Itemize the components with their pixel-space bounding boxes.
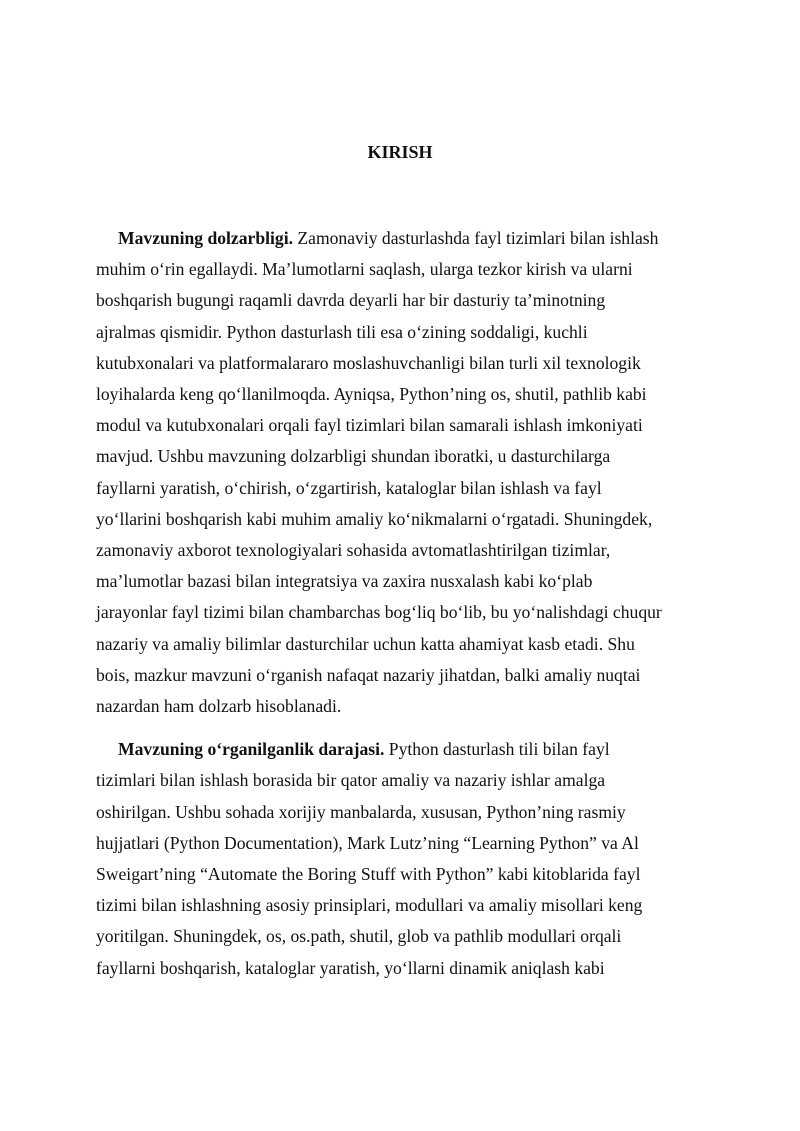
paragraph-relevance	[96, 223, 716, 722]
paragraph-line: yoritilgan. Shuningdek, os, os.path, shutil, glob va pathlib modullari orqali	[96, 926, 622, 947]
paragraph-line: nazardan ham dolzarb hisoblanadi.	[96, 696, 342, 717]
paragraph-line: nazariy va amaliy bilimlar dasturchilar uchun katta ahamiyat kasb etadi. Shu	[96, 633, 635, 654]
line-text: Zamonaviy dasturlashda fayl tizimlari bilan ishlash	[292, 228, 659, 248]
paragraph-line: modul va kutubxonalari orqali fayl tizimlari bilan samarali ishlash imkoniyati	[96, 415, 643, 436]
paragraph-line: fayllarni yaratish, o‘chirish, o‘zgartirish, kataloglar bilan ishlash va fayl	[96, 477, 602, 498]
paragraph-line: zamonaviy axborot texnologiyalari sohasida avtomatlashtirilgan tizimlar,	[96, 540, 611, 561]
body-text	[96, 223, 716, 984]
paragraph-line: muhim o‘rin egallaydi. Ma’lumotlarni saqlash, ularga tezkor kirish va ularni	[96, 259, 633, 280]
paragraph-line: yo‘llarini boshqarish kabi muhim amaliy ko‘nikmalarni o‘rgatadi. Shuningdek,	[96, 508, 653, 529]
paragraph-lead: Mavzuning o‘rganilganlik darajasi.	[118, 739, 385, 760]
paragraph-line: boshqarish bugungi raqamli davrda deyarli har bir dasturiy ta’minotning	[96, 290, 606, 311]
paragraph-line: hujjatlari (Python Documentation), Mark Lutz’ning “Learning Python” va Al	[96, 832, 639, 853]
paragraph-line: bois, mazkur mavzuni o‘rganish nafaqat nazariy jihatdan, balki amaliy nuqtai	[96, 664, 641, 685]
paragraph-line: mavjud. Ushbu mavzuning dolzarbligi shundan iboratki, u dasturchilarga	[96, 446, 611, 467]
paragraph-line: oshirilgan. Ushbu sohada xorijiy manbalarda, xususan, Python’ning rasmiy	[96, 801, 626, 822]
page-title: KIRISH	[367, 142, 433, 162]
paragraph-line: kutubxonalari va platformalararo moslashuvchanligi bilan turli xil texnologik	[96, 352, 641, 373]
paragraph-line	[96, 734, 716, 765]
paragraph-line: tizimlari bilan ishlash borasida bir qator amaliy va nazariy ishlar amalga	[96, 770, 606, 791]
line-text: Python dasturlash tili bilan fayl	[384, 739, 610, 760]
paragraph-line	[96, 223, 716, 254]
paragraph-line: ajralmas qismidir. Python dasturlash tili esa o‘zining soddaligi, kuchli	[96, 321, 588, 342]
paragraph-study-level	[96, 734, 716, 984]
paragraph-line: fayllarni boshqarish, kataloglar yaratish, yo‘llarni dinamik aniqlash kabi	[96, 957, 605, 978]
paragraph-line: ma’lumotlar bazasi bilan integratsiya va zaxira nusxalash kabi ko‘plab	[96, 571, 593, 592]
paragraph-line: Sweigart’ning “Automate the Boring Stuff with Python” kabi kitoblarida fayl	[96, 864, 641, 885]
paragraph-line: tizimi bilan ishlashning asosiy prinsiplari, modullari va amaliy misollari keng	[96, 895, 643, 916]
paragraph-line: jarayonlar fayl tizimi bilan chambarchas bog‘liq bo‘lib, bu yo‘nalishdagi chuqur	[96, 602, 662, 623]
paragraph-line: loyihalarda keng qo‘llanilmoqda. Ayniqsa, Python’ning os, shutil, pathlib kabi	[96, 384, 647, 405]
paragraph-lead: Mavzuning dolzarbligi.	[118, 228, 293, 248]
